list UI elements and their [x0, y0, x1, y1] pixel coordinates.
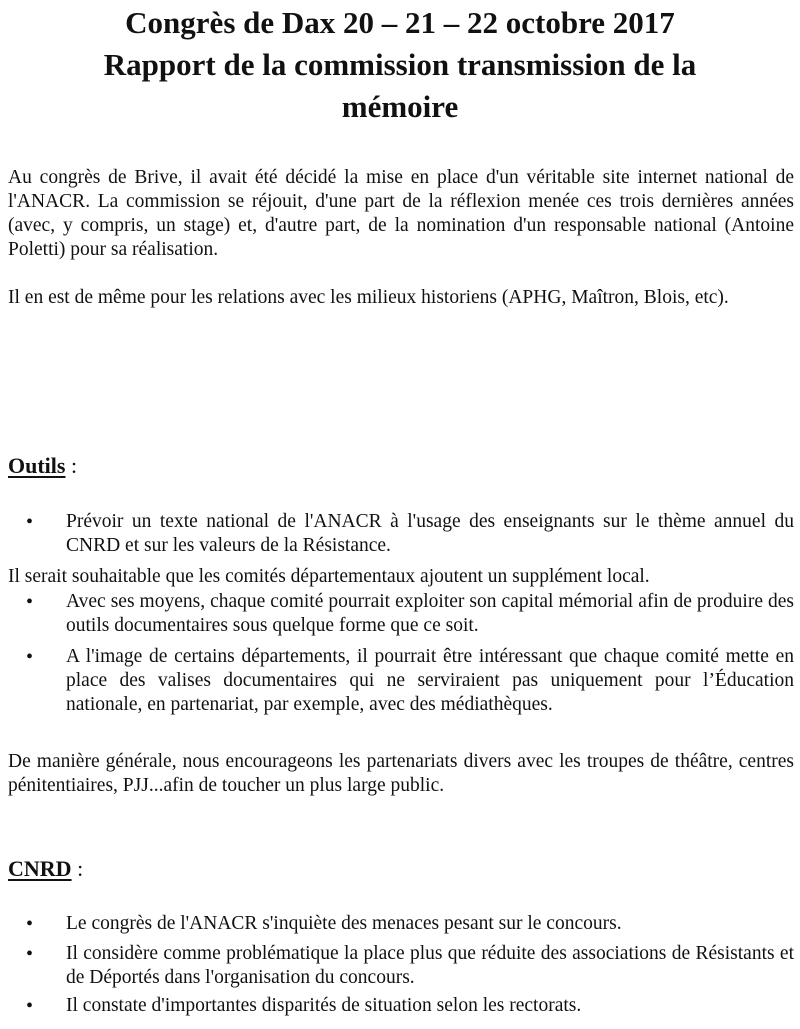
title-line-1: Congrès de Dax 20 – 21 – 22 octobre 2017	[125, 5, 675, 40]
cnrd-bullet-text-3: Il constate d'importantes disparités de situation selon les rectorats.	[66, 995, 582, 1016]
cnrd-bullet-item	[26, 994, 794, 1018]
bullet-icon: •	[26, 943, 34, 965]
bullet-icon: •	[26, 995, 34, 1017]
cnrd-heading-colon: :	[71, 856, 84, 881]
outils-bullet-item	[26, 590, 794, 638]
cnrd-bullet-item	[26, 942, 794, 990]
bullet-icon: •	[26, 913, 34, 935]
bullet-icon: •	[26, 511, 34, 533]
bullet-icon: •	[26, 591, 34, 613]
cnrd-heading-label: CNRD	[8, 856, 72, 881]
outils-bullet-text-3: A l'image de certains départements, il pourrait être intéressant que chaque comité mette en place des valises documentaires qui ne serviraient pas uniquement pour l’Éducation nationale, en partenariat, par exemple, avec des médiathèques.	[66, 646, 794, 715]
intro-paragraph: Au congrès de Brive, il avait été décidé la mise en place d'un véritable site internet national de l'ANACR. La commission se réjouit, d'une part de la réflexion menée ces trois dernières années (avec, y compris, un stage) et, d'autre part, de la nomination d'un responsable national (Antoine Poletti) pour sa réalisation.	[8, 167, 794, 260]
cnrd-bullet-item	[26, 912, 794, 936]
outils-note: Il serait souhaitable que les comités départementaux ajoutent un supplément local.	[8, 566, 650, 587]
intro-paragraph-historians: Il en est de même pour les relations avec les milieux historiens (APHG, Maîtron, Blois, etc).	[8, 287, 729, 308]
title-line-2: Rapport de la commission transmission de la	[103, 47, 697, 82]
document-title	[0, 2, 800, 128]
outils-bullet-item	[26, 510, 794, 558]
outils-bullet-text-2: Avec ses moyens, chaque comité pourrait exploiter son capital mémorial afin de produire des outils documentaires sous quelque forme que ce soit.	[66, 591, 794, 636]
outils-heading-label: Outils	[8, 453, 66, 478]
outils-heading-colon: :	[65, 453, 78, 478]
cnrd-bullet-text-2: Il considère comme problématique la place plus que réduite des associations de Résistants et de Déportés dans l'organisation du concours.	[66, 943, 794, 988]
title-line-3: mémoire	[341, 89, 459, 124]
bullet-icon: •	[26, 646, 34, 668]
cnrd-bullet-text-1: Le congrès de l'ANACR s'inquiète des menaces pesant sur le concours.	[66, 913, 622, 934]
section-heading-cnrd	[8, 855, 83, 883]
outils-bullet-text-1: Prévoir un texte national de l'ANACR à l'usage des enseignants sur le thème annuel du CNRD et sur les valeurs de la Résistance.	[66, 511, 794, 556]
outils-conclusion: De manière générale, nous encourageons les partenariats divers avec les troupes de théâtre, centres pénitentiaires, PJJ...afin de toucher un plus large public.	[8, 751, 794, 796]
section-heading-outils	[8, 452, 77, 480]
outils-bullet-item	[26, 645, 794, 717]
